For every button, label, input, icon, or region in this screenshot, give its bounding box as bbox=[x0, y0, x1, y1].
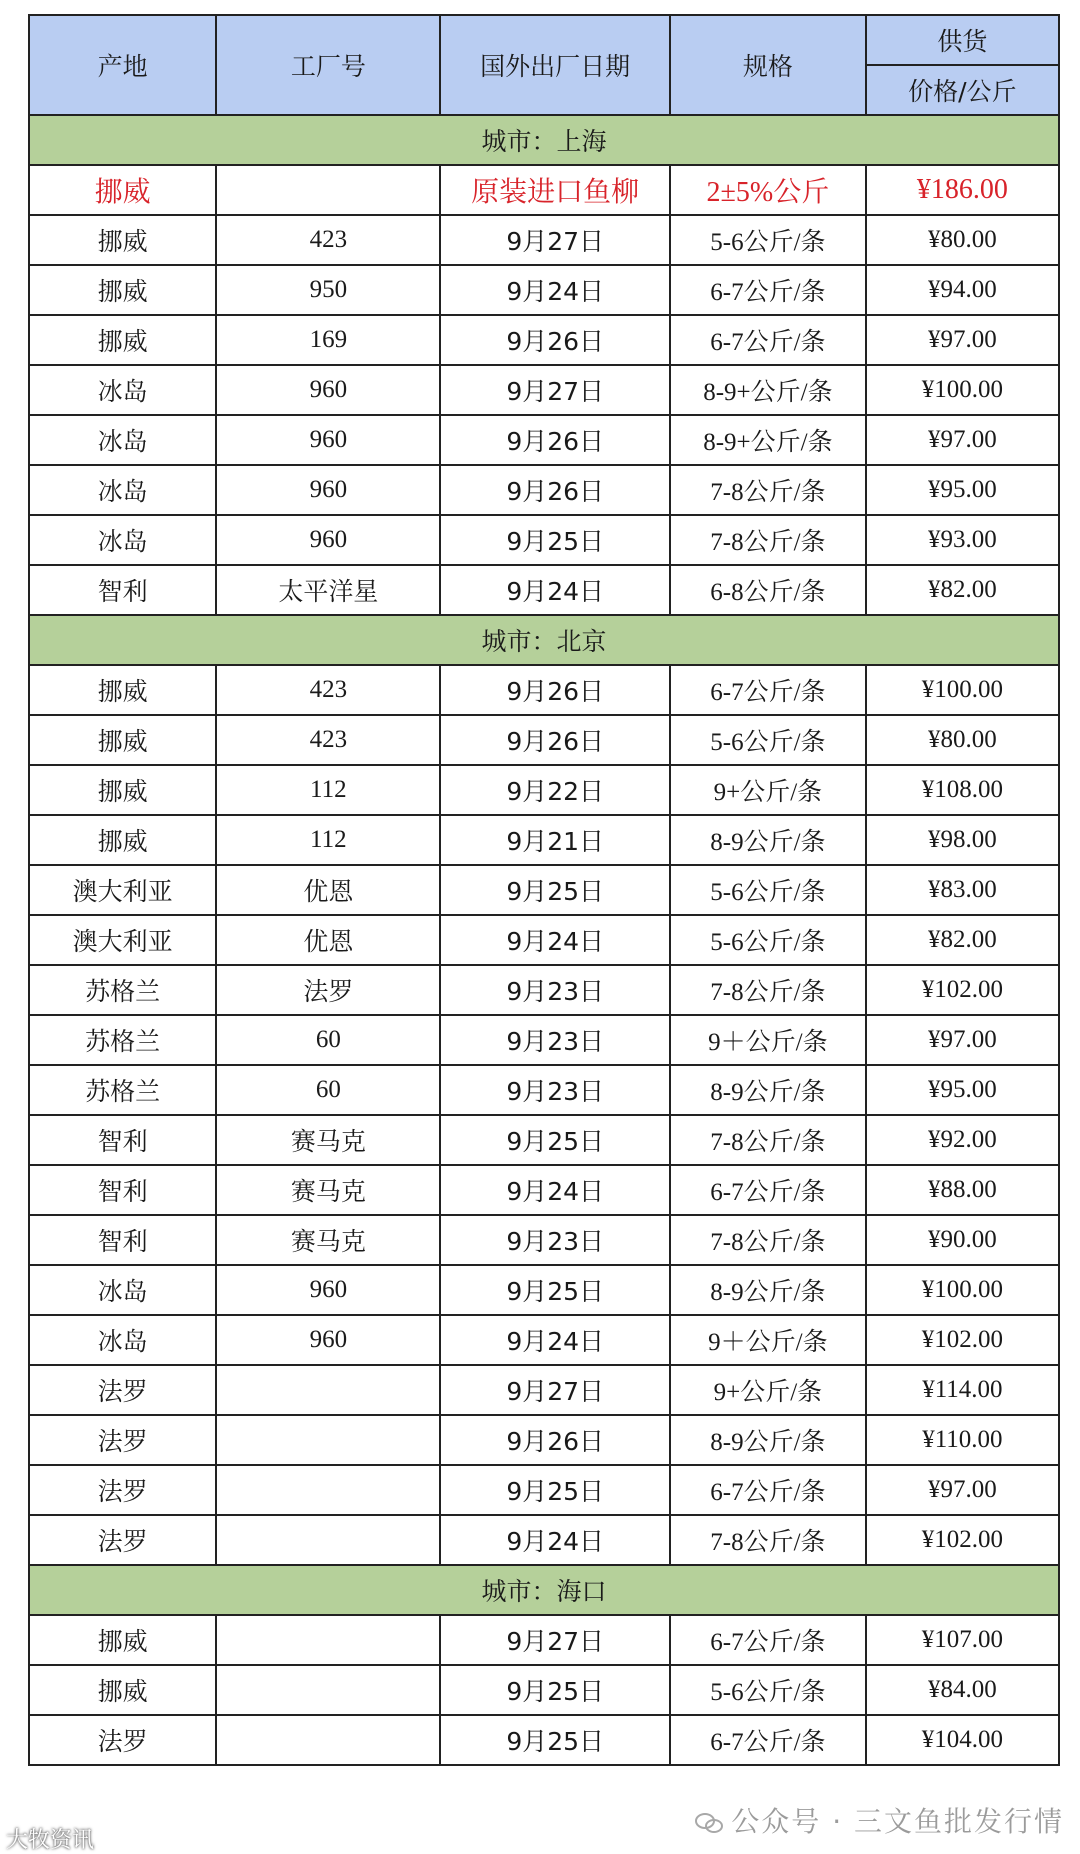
cell-date: 9月23日 bbox=[440, 1015, 670, 1065]
cell-price: ¥110.00 bbox=[866, 1415, 1059, 1465]
table-row bbox=[29, 1615, 1059, 1665]
cell-origin: 智利 bbox=[29, 1115, 216, 1165]
cell-date: 9月25日 bbox=[440, 1465, 670, 1515]
table-row bbox=[29, 515, 1059, 565]
cell-origin: 挪威 bbox=[29, 715, 216, 765]
watermark-right-text: 公众号 · 三文鱼批发行情 bbox=[731, 1805, 1064, 1838]
cell-price: ¥83.00 bbox=[866, 865, 1059, 915]
cell-price: ¥90.00 bbox=[866, 1215, 1059, 1265]
cell-date: 9月24日 bbox=[440, 1515, 670, 1565]
cell-price: ¥80.00 bbox=[866, 215, 1059, 265]
price-table bbox=[28, 14, 1060, 1766]
table-row bbox=[29, 1415, 1059, 1465]
cell-factory: 950 bbox=[216, 265, 440, 315]
table-row bbox=[29, 415, 1059, 465]
cell-factory: 赛马克 bbox=[216, 1115, 440, 1165]
cell-date: 9月22日 bbox=[440, 765, 670, 815]
cell-spec: 7-8公斤/条 bbox=[670, 1215, 866, 1265]
cell-price: ¥98.00 bbox=[866, 815, 1059, 865]
cell-spec: 5-6公斤/条 bbox=[670, 865, 866, 915]
cell-price: ¥97.00 bbox=[866, 1465, 1059, 1515]
cell-origin: 法罗 bbox=[29, 1415, 216, 1465]
table-row bbox=[29, 565, 1059, 615]
cell-factory bbox=[216, 1665, 440, 1715]
cell-price: ¥186.00 bbox=[866, 165, 1059, 215]
table-row bbox=[29, 965, 1059, 1015]
table-row bbox=[29, 1065, 1059, 1115]
cell-origin: 智利 bbox=[29, 1165, 216, 1215]
cell-price: ¥80.00 bbox=[866, 715, 1059, 765]
cell-origin: 澳大利亚 bbox=[29, 865, 216, 915]
cell-factory: 423 bbox=[216, 215, 440, 265]
cell-spec: 6-7公斤/条 bbox=[670, 1465, 866, 1515]
cell-spec: 7-8公斤/条 bbox=[670, 465, 866, 515]
cell-factory bbox=[216, 1415, 440, 1465]
cell-factory: 960 bbox=[216, 465, 440, 515]
cell-factory: 960 bbox=[216, 415, 440, 465]
cell-price: ¥93.00 bbox=[866, 515, 1059, 565]
cell-price: ¥97.00 bbox=[866, 415, 1059, 465]
cell-price: ¥102.00 bbox=[866, 1315, 1059, 1365]
table-row bbox=[29, 365, 1059, 415]
cell-origin: 挪威 bbox=[29, 215, 216, 265]
cell-price: ¥95.00 bbox=[866, 1065, 1059, 1115]
cell-spec: 9+公斤/条 bbox=[670, 765, 866, 815]
cell-price: ¥97.00 bbox=[866, 315, 1059, 365]
cell-factory: 960 bbox=[216, 365, 440, 415]
cell-factory: 960 bbox=[216, 1315, 440, 1365]
header-spec: 规格 bbox=[670, 15, 866, 115]
cell-factory bbox=[216, 1615, 440, 1665]
table-row bbox=[29, 1715, 1059, 1765]
cell-spec: 9＋公斤/条 bbox=[670, 1015, 866, 1065]
cell-date: 9月26日 bbox=[440, 1415, 670, 1465]
cell-date: 9月23日 bbox=[440, 1065, 670, 1115]
cell-factory: 赛马克 bbox=[216, 1215, 440, 1265]
cell-origin: 苏格兰 bbox=[29, 965, 216, 1015]
table-header bbox=[29, 15, 1059, 115]
cell-factory: 60 bbox=[216, 1065, 440, 1115]
cell-factory bbox=[216, 165, 440, 215]
cell-price: ¥100.00 bbox=[866, 665, 1059, 715]
cell-spec: 8-9+公斤/条 bbox=[670, 365, 866, 415]
cell-spec: 8-9公斤/条 bbox=[670, 1265, 866, 1315]
cell-spec: 5-6公斤/条 bbox=[670, 915, 866, 965]
cell-origin: 冰岛 bbox=[29, 1265, 216, 1315]
cell-spec: 6-7公斤/条 bbox=[670, 665, 866, 715]
table-row bbox=[29, 1265, 1059, 1315]
cell-date: 9月25日 bbox=[440, 1665, 670, 1715]
cell-date: 9月26日 bbox=[440, 465, 670, 515]
cell-date: 9月25日 bbox=[440, 1115, 670, 1165]
cell-factory bbox=[216, 1365, 440, 1415]
cell-price: ¥100.00 bbox=[866, 1265, 1059, 1315]
cell-spec: 8-9公斤/条 bbox=[670, 1065, 866, 1115]
watermark-left: 大牧资讯 bbox=[6, 1827, 95, 1852]
table-row bbox=[29, 465, 1059, 515]
cell-date: 9月27日 bbox=[440, 1365, 670, 1415]
cell-factory: 优恩 bbox=[216, 915, 440, 965]
cell-date: 9月25日 bbox=[440, 1265, 670, 1315]
cell-origin: 法罗 bbox=[29, 1365, 216, 1415]
cell-date: 9月23日 bbox=[440, 965, 670, 1015]
table-row bbox=[29, 265, 1059, 315]
cell-spec: 6-7公斤/条 bbox=[670, 1715, 866, 1765]
table-row bbox=[29, 665, 1059, 715]
city-label: 城市：北京 bbox=[29, 615, 1059, 665]
cell-origin: 冰岛 bbox=[29, 1315, 216, 1365]
cell-origin: 澳大利亚 bbox=[29, 915, 216, 965]
cell-spec: 7-8公斤/条 bbox=[670, 1515, 866, 1565]
table-row bbox=[29, 1165, 1059, 1215]
wechat-icon bbox=[695, 1812, 723, 1834]
cell-factory: 60 bbox=[216, 1015, 440, 1065]
cell-price: ¥108.00 bbox=[866, 765, 1059, 815]
cell-price: ¥102.00 bbox=[866, 1515, 1059, 1565]
table-row bbox=[29, 1115, 1059, 1165]
city-label: 城市：上海 bbox=[29, 115, 1059, 165]
cell-spec: 5-6公斤/条 bbox=[670, 715, 866, 765]
table-row bbox=[29, 765, 1059, 815]
cell-factory: 960 bbox=[216, 1265, 440, 1315]
cell-date: 9月24日 bbox=[440, 1165, 670, 1215]
cell-spec: 6-7公斤/条 bbox=[670, 265, 866, 315]
cell-price: ¥95.00 bbox=[866, 465, 1059, 515]
cell-date: 原装进口鱼柳 bbox=[440, 165, 670, 215]
cell-date: 9月21日 bbox=[440, 815, 670, 865]
header-factory: 工厂号 bbox=[216, 15, 440, 115]
table-row bbox=[29, 1015, 1059, 1065]
header-date: 国外出厂日期 bbox=[440, 15, 670, 115]
table-row bbox=[29, 1665, 1059, 1715]
cell-price: ¥114.00 bbox=[866, 1365, 1059, 1415]
cell-spec: 6-8公斤/条 bbox=[670, 565, 866, 615]
cell-spec: 7-8公斤/条 bbox=[670, 1115, 866, 1165]
cell-origin: 挪威 bbox=[29, 315, 216, 365]
cell-spec: 8-9+公斤/条 bbox=[670, 415, 866, 465]
cell-origin: 苏格兰 bbox=[29, 1015, 216, 1065]
cell-date: 9月24日 bbox=[440, 1315, 670, 1365]
watermark-right bbox=[695, 1800, 1064, 1840]
cell-price: ¥102.00 bbox=[866, 965, 1059, 1015]
cell-date: 9月26日 bbox=[440, 315, 670, 365]
cell-factory: 法罗 bbox=[216, 965, 440, 1015]
table-row bbox=[29, 215, 1059, 265]
cell-date: 9月26日 bbox=[440, 415, 670, 465]
cell-spec: 6-7公斤/条 bbox=[670, 315, 866, 365]
cell-factory: 太平洋星 bbox=[216, 565, 440, 615]
cell-factory bbox=[216, 1465, 440, 1515]
cell-price: ¥104.00 bbox=[866, 1715, 1059, 1765]
cell-date: 9月24日 bbox=[440, 915, 670, 965]
cell-factory: 优恩 bbox=[216, 865, 440, 915]
cell-origin: 挪威 bbox=[29, 165, 216, 215]
table-row bbox=[29, 865, 1059, 915]
cell-date: 9月27日 bbox=[440, 215, 670, 265]
cell-price: ¥88.00 bbox=[866, 1165, 1059, 1215]
city-row bbox=[29, 615, 1059, 665]
cell-origin: 苏格兰 bbox=[29, 1065, 216, 1115]
cell-date: 9月26日 bbox=[440, 665, 670, 715]
cell-factory bbox=[216, 1715, 440, 1765]
cell-date: 9月23日 bbox=[440, 1215, 670, 1265]
cell-date: 9月25日 bbox=[440, 1715, 670, 1765]
cell-origin: 挪威 bbox=[29, 815, 216, 865]
table-row bbox=[29, 715, 1059, 765]
cell-factory: 112 bbox=[216, 765, 440, 815]
cell-spec: 5-6公斤/条 bbox=[670, 215, 866, 265]
cell-origin: 冰岛 bbox=[29, 415, 216, 465]
city-row bbox=[29, 115, 1059, 165]
cell-date: 9月25日 bbox=[440, 515, 670, 565]
cell-origin: 智利 bbox=[29, 1215, 216, 1265]
cell-origin: 冰岛 bbox=[29, 365, 216, 415]
table-row bbox=[29, 1215, 1059, 1265]
table-row bbox=[29, 915, 1059, 965]
cell-spec: 7-8公斤/条 bbox=[670, 965, 866, 1015]
cell-factory: 赛马克 bbox=[216, 1165, 440, 1215]
table-row bbox=[29, 1365, 1059, 1415]
table-row bbox=[29, 315, 1059, 365]
cell-origin: 挪威 bbox=[29, 1665, 216, 1715]
cell-price: ¥107.00 bbox=[866, 1615, 1059, 1665]
cell-spec: 7-8公斤/条 bbox=[670, 515, 866, 565]
table-body bbox=[29, 115, 1059, 1765]
cell-factory: 423 bbox=[216, 715, 440, 765]
cell-date: 9月24日 bbox=[440, 265, 670, 315]
cell-origin: 法罗 bbox=[29, 1465, 216, 1515]
cell-date: 9月25日 bbox=[440, 865, 670, 915]
cell-spec: 2±5%公斤 bbox=[670, 165, 866, 215]
cell-price: ¥92.00 bbox=[866, 1115, 1059, 1165]
header-origin: 产地 bbox=[29, 15, 216, 115]
cell-factory: 423 bbox=[216, 665, 440, 715]
cell-date: 9月24日 bbox=[440, 565, 670, 615]
cell-date: 9月26日 bbox=[440, 715, 670, 765]
cell-spec: 8-9公斤/条 bbox=[670, 1415, 866, 1465]
cell-factory: 112 bbox=[216, 815, 440, 865]
cell-price: ¥94.00 bbox=[866, 265, 1059, 315]
cell-spec: 9＋公斤/条 bbox=[670, 1315, 866, 1365]
cell-factory: 169 bbox=[216, 315, 440, 365]
cell-price: ¥82.00 bbox=[866, 915, 1059, 965]
table-row bbox=[29, 165, 1059, 215]
cell-price: ¥84.00 bbox=[866, 1665, 1059, 1715]
cell-origin: 法罗 bbox=[29, 1715, 216, 1765]
cell-price: ¥100.00 bbox=[866, 365, 1059, 415]
city-row bbox=[29, 1565, 1059, 1615]
cell-origin: 法罗 bbox=[29, 1515, 216, 1565]
city-label: 城市：海口 bbox=[29, 1565, 1059, 1615]
table-row bbox=[29, 815, 1059, 865]
header-price: 价格/公斤 bbox=[866, 65, 1059, 115]
header-supply: 供货 bbox=[866, 15, 1059, 65]
cell-spec: 8-9公斤/条 bbox=[670, 815, 866, 865]
cell-spec: 5-6公斤/条 bbox=[670, 1665, 866, 1715]
table-row bbox=[29, 1515, 1059, 1565]
cell-price: ¥82.00 bbox=[866, 565, 1059, 615]
cell-origin: 冰岛 bbox=[29, 515, 216, 565]
cell-origin: 智利 bbox=[29, 565, 216, 615]
cell-date: 9月27日 bbox=[440, 365, 670, 415]
cell-origin: 挪威 bbox=[29, 265, 216, 315]
table-row bbox=[29, 1465, 1059, 1515]
cell-origin: 挪威 bbox=[29, 1615, 216, 1665]
table-row bbox=[29, 1315, 1059, 1365]
cell-factory bbox=[216, 1515, 440, 1565]
cell-spec: 9+公斤/条 bbox=[670, 1365, 866, 1415]
cell-spec: 6-7公斤/条 bbox=[670, 1615, 866, 1665]
cell-spec: 6-7公斤/条 bbox=[670, 1165, 866, 1215]
cell-origin: 冰岛 bbox=[29, 465, 216, 515]
cell-price: ¥97.00 bbox=[866, 1015, 1059, 1065]
cell-date: 9月27日 bbox=[440, 1615, 670, 1665]
cell-factory: 960 bbox=[216, 515, 440, 565]
cell-origin: 挪威 bbox=[29, 665, 216, 715]
cell-origin: 挪威 bbox=[29, 765, 216, 815]
